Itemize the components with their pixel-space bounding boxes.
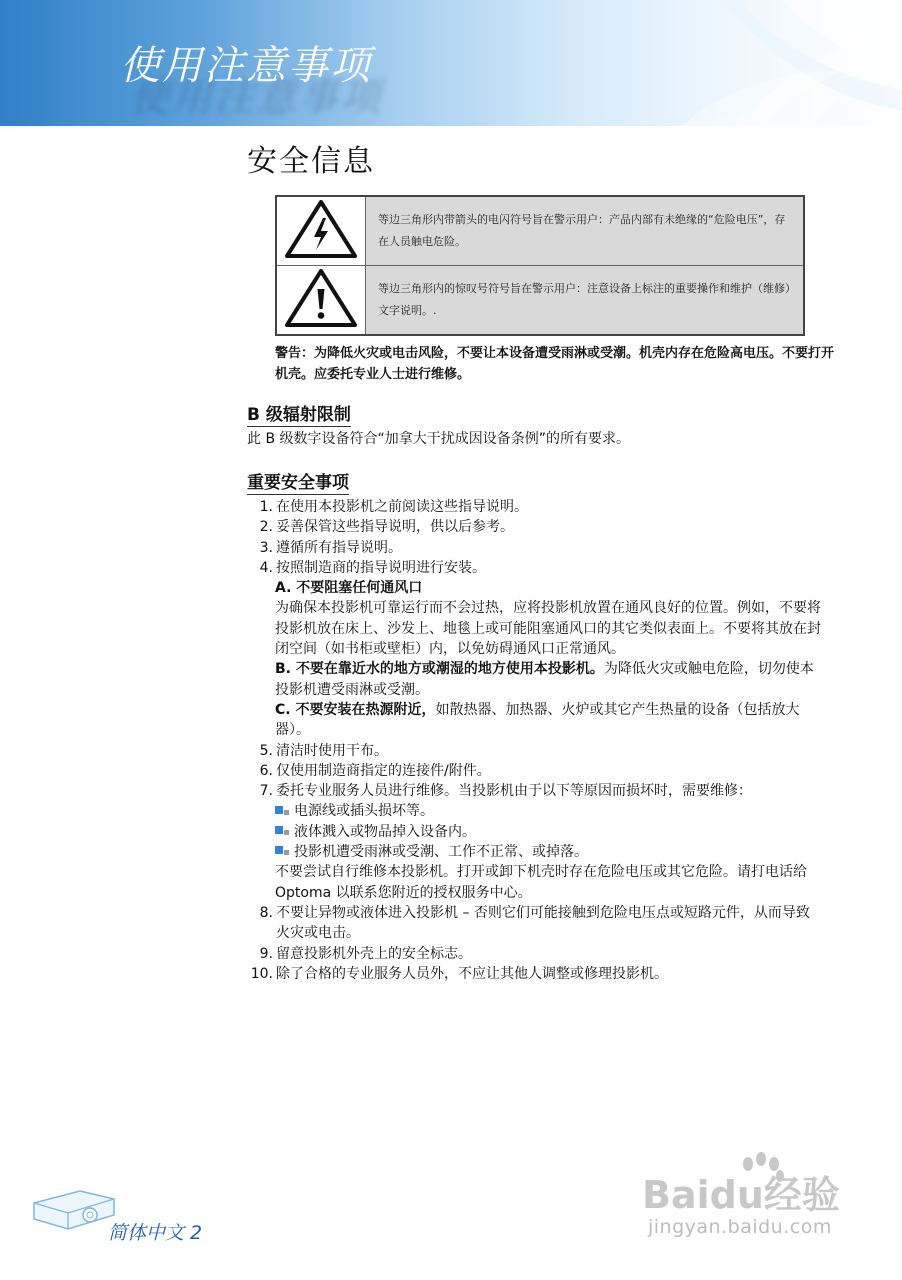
item-text: 除了合格的专业服务人员外，不应让其他人调整或修理投影机。 [276,965,668,982]
symbol-description: 等边三角形内带箭头的电闪符号旨在警示用户：产品内部有未绝缘的“危险电压”，存在人员触电危险。 [366,196,805,266]
list-item [247,741,822,761]
item-number: 6. [259,762,273,779]
item-number: 4. [259,559,273,576]
flower-petals-decoration [482,0,902,126]
sub-item-text: 为确保本投影机可靠运行而不会过热，应将投影机放置在通风良好的位置。例如，不要将投影机放在床上、沙发上、地毯上或可能阻塞通风口的其它类似表面上。不要将其放在封闭空间（如书柜或壁柜）内，以免妨碍通风口正常通风。 [275,600,821,658]
symbol-description: 等边三角形内的惊叹号符号旨在警示用户：注意设备上标注的重要操作和维护（维修）文字说明。. [366,266,805,336]
sub-item-c [247,700,822,741]
banner-title: 使用注意事项 [120,43,372,89]
sub-item-text: 为降低火灾或触电危险，切勿使本投影机遭受雨淋或受潮。 [275,661,814,698]
list-item [247,944,822,964]
sub-item-text: 如散热器、加热器、火炉或其它产生热量的设备（包括放大器）。 [275,701,800,739]
safety-list [247,497,822,984]
item-text: 按照制造商的指导说明进行安装。 [276,559,486,576]
item-text: 不要让异物或液体进入投影机 – 否则它们可能接触到危险电压点或短路元件，从而导致火灾或电击。 [276,904,810,942]
bullet-item [275,822,822,842]
item-text: 委托专业服务人员进行维修。当投影机由于以下等原因而损坏时，需要维修： [276,783,752,800]
item-text: 妥善保管这些指导说明，供以后参考。 [276,519,514,536]
baidu-watermark-logo [640,1150,860,1216]
list-item [247,903,822,944]
watermark-logo-text: Baidu经验 [642,1173,840,1216]
safety-section-title: 重要安全事项 [247,468,349,495]
item-number: 7. [259,783,273,800]
item-number: 8. [259,904,273,921]
list-item [247,781,822,801]
item-text: 留意投影机外壳上的安全标志。 [276,945,472,962]
item-number: 3. [259,539,273,556]
bullet-text: 液体溅入或物品掉入设备内。 [294,823,476,840]
list-item [247,538,822,558]
projector-icon [28,1185,118,1235]
item-text: 清洁时使用干布。 [276,742,388,759]
sub-item-a [247,578,822,659]
exclamation-warning-icon [283,267,359,329]
list-item [247,517,822,537]
symbol-cell [276,196,366,266]
list-item [247,964,822,984]
item-number: 2. [259,519,273,536]
bullet-list [247,801,822,902]
list-item [247,558,822,578]
item-number: 9. [259,945,273,962]
sub-item-b [247,659,822,700]
footer-language-page-number: 简体中文 2 [108,1222,203,1244]
table-row [276,266,804,336]
list-item [247,761,822,781]
item-number: 5. [259,742,273,759]
item-number: 10. [250,965,273,982]
watermark-url: jingyan.baidu.com [648,1216,832,1238]
electric-shock-warning-icon [283,198,359,260]
sub-item-title: A. 不要阻塞任何通风口 [275,580,423,597]
class-b-text: 此 B 级数字设备符合“加拿大干扰成因设备条例”的所有要求。 [247,431,631,447]
square-bullet-icon [275,826,289,838]
item-7-followup-text: 不要尝试自行维修本投影机。打开或卸下机壳时存在危险电压或其它危险。请打电话给 Optoma 以联系您附近的授权服务中心。 [275,864,807,901]
table-row [276,196,804,266]
square-bullet-icon [275,846,289,858]
symbol-cell [276,266,366,336]
header-banner [0,0,902,126]
bullet-item [275,842,822,862]
list-item [247,497,822,517]
item-text: 仅使用制造商指定的连接件/附件。 [276,762,491,779]
item-text: 在使用本投影机之前阅读这些指导说明。 [276,499,528,515]
warning-symbols-table [275,195,805,336]
page-title: 安全信息 [247,144,375,179]
bullet-text: 投影机遭受雨淋或受潮、工作不正常、或掉落。 [294,844,588,861]
banner-title-shadow: 使用注意事项 [130,75,382,121]
bullet-text: 电源线或插头损坏等。 [294,803,434,820]
item-number: 1. [259,499,273,515]
item-text: 遵循所有指导说明。 [276,539,402,556]
class-b-section-title: B 级辐射限制 [247,400,351,427]
square-bullet-icon [275,806,289,818]
sub-item-title: C. 不要安装在热源附近， [275,701,436,718]
bullet-item [275,801,822,821]
warning-note: 警告：为降低火灾或电击风险，不要让本设备遭受雨淋或受潮。机壳内存在危险高电压。不要打开机壳。应委托专业人士进行维修。 [275,346,835,382]
sub-item-title: B. 不要在靠近水的地方或潮湿的地方使用本投影机。 [275,661,604,678]
